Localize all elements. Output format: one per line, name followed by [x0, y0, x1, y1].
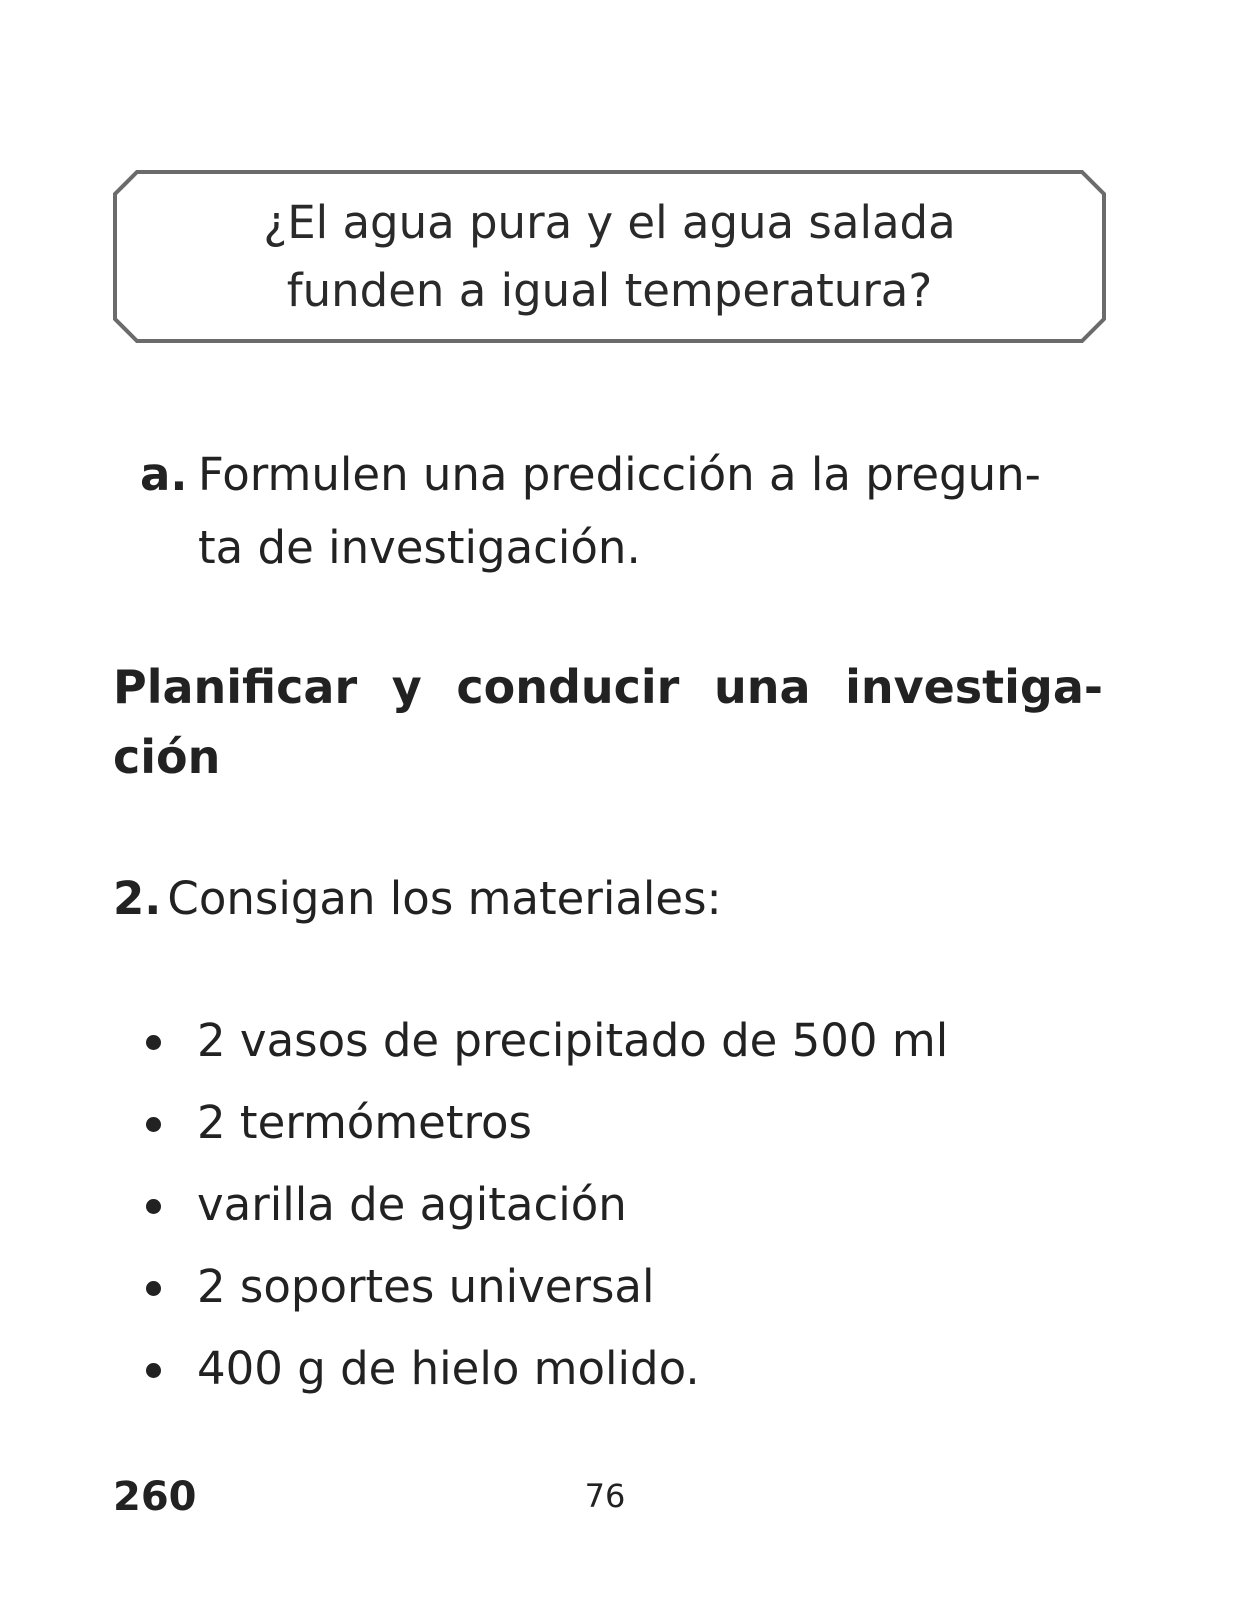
research-question — [113, 170, 1106, 343]
item-2-text: Consigan los materiales: — [167, 872, 722, 925]
item-2-marker: 2. — [113, 872, 162, 925]
book-page-number: 260 — [113, 1474, 197, 1520]
list-item-text: 400 g de hielo molido. — [197, 1342, 700, 1395]
bullet-icon — [146, 1035, 161, 1050]
list-item — [140, 1256, 948, 1338]
item-a — [140, 438, 1041, 584]
research-question-line-2: funden a igual temperatura? — [286, 263, 933, 317]
item-a-marker: a. — [140, 448, 188, 501]
list-item — [140, 1010, 948, 1092]
item-a-line-2: ta de investigación. — [198, 521, 641, 574]
list-item-text: 2 soportes universal — [197, 1260, 655, 1313]
bullet-icon — [146, 1363, 161, 1378]
bullet-icon — [146, 1199, 161, 1214]
page-number: 76 — [584, 1477, 626, 1515]
section-heading-line-1: Planificar y conducir una investiga- — [113, 660, 1103, 714]
item-a-line-1: Formulen una predicción a la pregun- — [198, 448, 1041, 501]
research-question-line-1: ¿El agua pura y el agua salada — [263, 195, 956, 249]
bullet-icon — [146, 1117, 161, 1132]
section-heading — [113, 652, 1103, 792]
list-item-text: 2 vasos de precipitado de 500 ml — [197, 1014, 949, 1067]
list-item — [140, 1092, 948, 1174]
list-item-text: varilla de agitación — [197, 1178, 627, 1231]
question-box — [113, 170, 1106, 343]
list-item — [140, 1174, 948, 1256]
item-2 — [113, 868, 722, 930]
list-item — [140, 1338, 948, 1420]
bullet-icon — [146, 1281, 161, 1296]
list-item-text: 2 termómetros — [197, 1096, 532, 1149]
materials-list — [140, 1010, 948, 1420]
section-heading-line-2: ción — [113, 730, 221, 784]
